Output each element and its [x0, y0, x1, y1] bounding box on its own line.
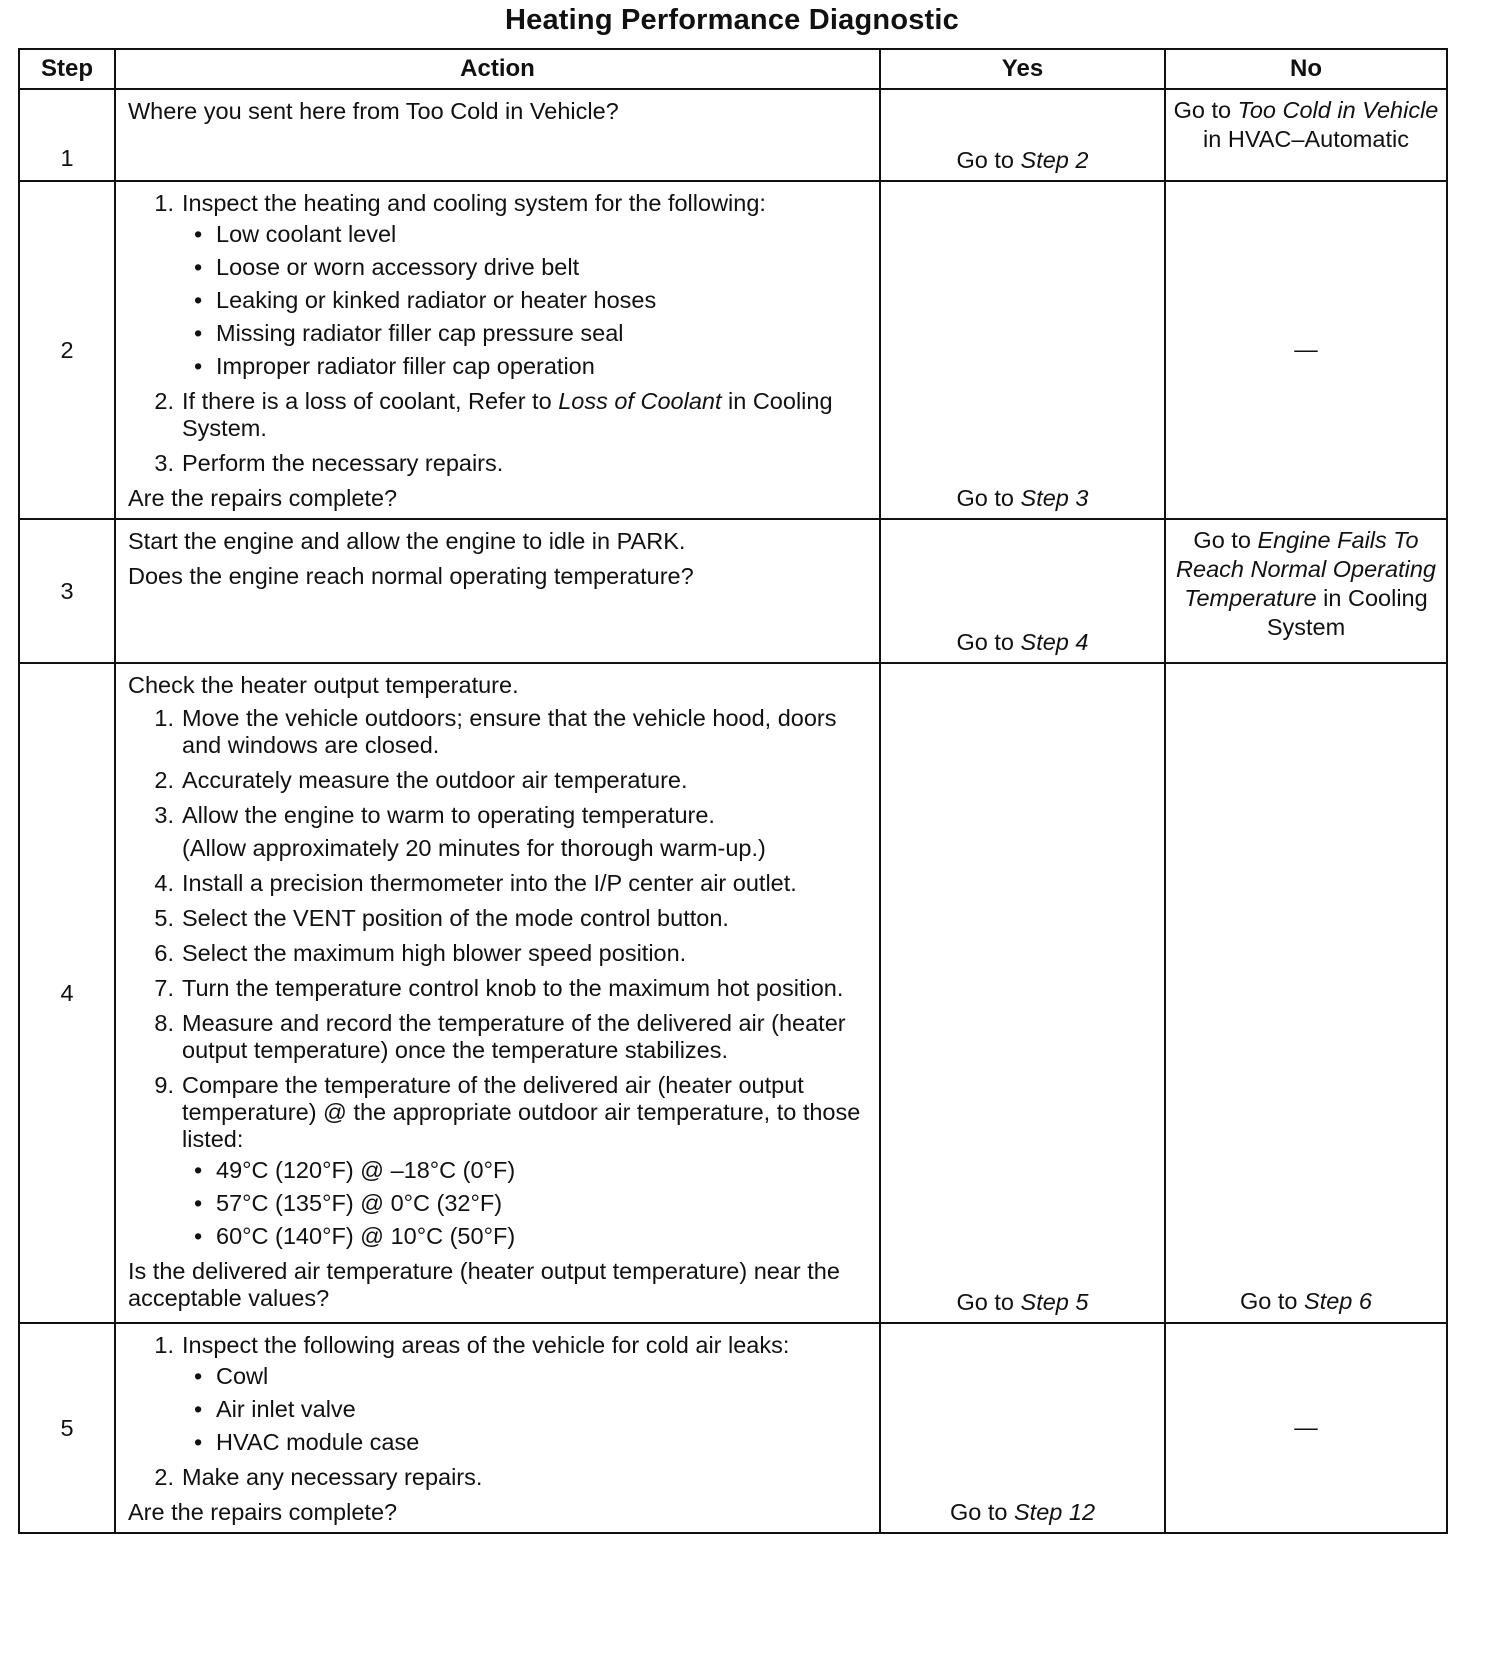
list-item: • Air inlet valve: [182, 1396, 869, 1423]
no-cell: —: [1165, 1323, 1447, 1533]
list-item: 2. If there is a loss of coolant, Refer to Loss of Coolant in Cooling System.: [154, 388, 833, 441]
list-item: 3. Allow the engine to warm to operating temperature. (Allow approximately 20 minutes for thorough warm-up.): [128, 802, 869, 862]
list-item: • Improper radiator filler cap operation: [182, 353, 869, 380]
header-action: Action: [115, 49, 880, 89]
list-item: • HVAC module case: [182, 1429, 869, 1456]
list-item: 4. Install a precision thermometer into the I/P center air outlet.: [154, 870, 797, 896]
table-row-step-5: [19, 1323, 1447, 1533]
question-text: Is the delivered air temperature (heater output temperature) near the acceptable values?: [128, 1258, 840, 1311]
action-cell: [115, 181, 880, 519]
yes-cell: Go to Step 2: [880, 89, 1165, 181]
procedure-list: [128, 1332, 869, 1491]
question-text: Are the repairs complete?: [128, 1499, 398, 1525]
no-cell: Go to Engine Fails To Reach Normal Operating Temperature in Cooling System: [1165, 519, 1447, 663]
bullet-list: [182, 1363, 869, 1456]
list-item: • Low coolant level: [182, 221, 869, 248]
reference-link: Engine Fails To Reach Normal Operating Temperature: [1176, 527, 1436, 611]
list-item: • 49°C (120°F) @ –18°C (0°F): [182, 1157, 869, 1184]
table-row-step-4: [19, 663, 1447, 1323]
procedure-list: [128, 705, 869, 1250]
no-cell: —: [1165, 181, 1447, 519]
diagnostic-table: [18, 48, 1448, 1534]
list-item: • Missing radiator filler cap pressure seal: [182, 320, 869, 347]
list-item: 8. Measure and record the temperature of the delivered air (heater output temperature) once the temperature stabilizes.: [154, 1010, 846, 1063]
list-item: 2. Accurately measure the outdoor air temperature.: [154, 767, 688, 793]
list-item: • Loose or worn accessory drive belt: [182, 254, 869, 281]
header-yes: Yes: [880, 49, 1165, 89]
yes-cell: Go to Step 12: [880, 1323, 1165, 1533]
step-link: Step 6: [1304, 1288, 1372, 1314]
no-cell: Go to Step 6: [1165, 663, 1447, 1323]
step-number: 3: [19, 519, 115, 663]
no-cell: Go to Too Cold in Vehicle in HVAC–Automatic: [1165, 89, 1447, 181]
header-no: No: [1165, 49, 1447, 89]
step-link: Step 2: [1020, 147, 1089, 173]
yes-cell: Go to Step 5: [880, 663, 1165, 1323]
action-cell: [115, 663, 880, 1323]
table-row-step-2: [19, 181, 1447, 519]
question-text: Does the engine reach normal operating temperature?: [128, 563, 694, 589]
intro-text: Check the heater output temperature.: [128, 672, 519, 698]
step-number: 4: [19, 663, 115, 1323]
step-number: 2: [19, 181, 115, 519]
header-row: [19, 49, 1447, 89]
step-number: 5: [19, 1323, 115, 1533]
step-link: Step 5: [1020, 1289, 1089, 1315]
list-item: 1. Move the vehicle outdoors; ensure that the vehicle hood, doors and windows are closed.: [154, 705, 837, 758]
list-item: 9. Compare the temperature of the delivered air (heater output temperature) @ the appropriate outdoor air temperature, to those listed: • 49°C (120°F) @ –18°C (0°F) • 57°C (135°F) @ 0°C (32°F) • 60°C (140°F) @ 10°C (50°F): [128, 1072, 869, 1250]
list-item: • Cowl: [182, 1363, 869, 1390]
yes-cell: Go to Step 4: [880, 519, 1165, 663]
header-step: Step: [19, 49, 115, 89]
question-text: Where you sent here from Too Cold in Vehicle?: [128, 98, 619, 124]
list-item: 1. Inspect the following areas of the vehicle for cold air leaks: • Cowl • Air inlet valve • HVAC module case: [128, 1332, 869, 1456]
bullet-list: [182, 221, 869, 380]
list-item: • Leaking or kinked radiator or heater hoses: [182, 287, 869, 314]
table-row-step-1: [19, 89, 1447, 181]
intro-text: Start the engine and allow the engine to idle in PARK.: [128, 528, 686, 554]
list-item: 5. Select the VENT position of the mode control button.: [154, 905, 729, 931]
list-item: 6. Select the maximum high blower speed position.: [154, 940, 687, 966]
procedure-list: [128, 190, 869, 477]
table-row-step-3: [19, 519, 1447, 663]
reference-link: Loss of Coolant: [558, 388, 722, 414]
action-cell: [115, 89, 880, 181]
page-title: Heating Performance Diagnostic: [505, 4, 959, 36]
action-cell: [115, 519, 880, 663]
step-link: Step 4: [1020, 629, 1089, 655]
list-item: • 57°C (135°F) @ 0°C (32°F): [182, 1190, 869, 1217]
reference-link: Too Cold in Vehicle: [1237, 97, 1439, 123]
step-link: Step 12: [1014, 1499, 1096, 1525]
step-number: 1: [19, 89, 115, 181]
list-item: 2. Make any necessary repairs.: [154, 1464, 483, 1490]
yes-cell: Go to Step 3: [880, 181, 1165, 519]
note-text: (Allow approximately 20 minutes for thorough warm-up.): [182, 835, 766, 861]
list-item: 3. Perform the necessary repairs.: [154, 450, 504, 476]
list-item: 7. Turn the temperature control knob to the maximum hot position.: [154, 975, 844, 1001]
list-item: • 60°C (140°F) @ 10°C (50°F): [182, 1223, 869, 1250]
action-cell: [115, 1323, 880, 1533]
bullet-list: [182, 1157, 869, 1250]
list-item: 1. Inspect the heating and cooling system for the following: • Low coolant level • Loose or worn accessory drive belt • Leaking or kinked radiator or heater hoses • Missing radiator filler cap pressure seal • Improper radiator filler cap operation: [128, 190, 869, 380]
question-text: Are the repairs complete?: [128, 485, 398, 511]
step-link: Step 3: [1020, 485, 1089, 511]
